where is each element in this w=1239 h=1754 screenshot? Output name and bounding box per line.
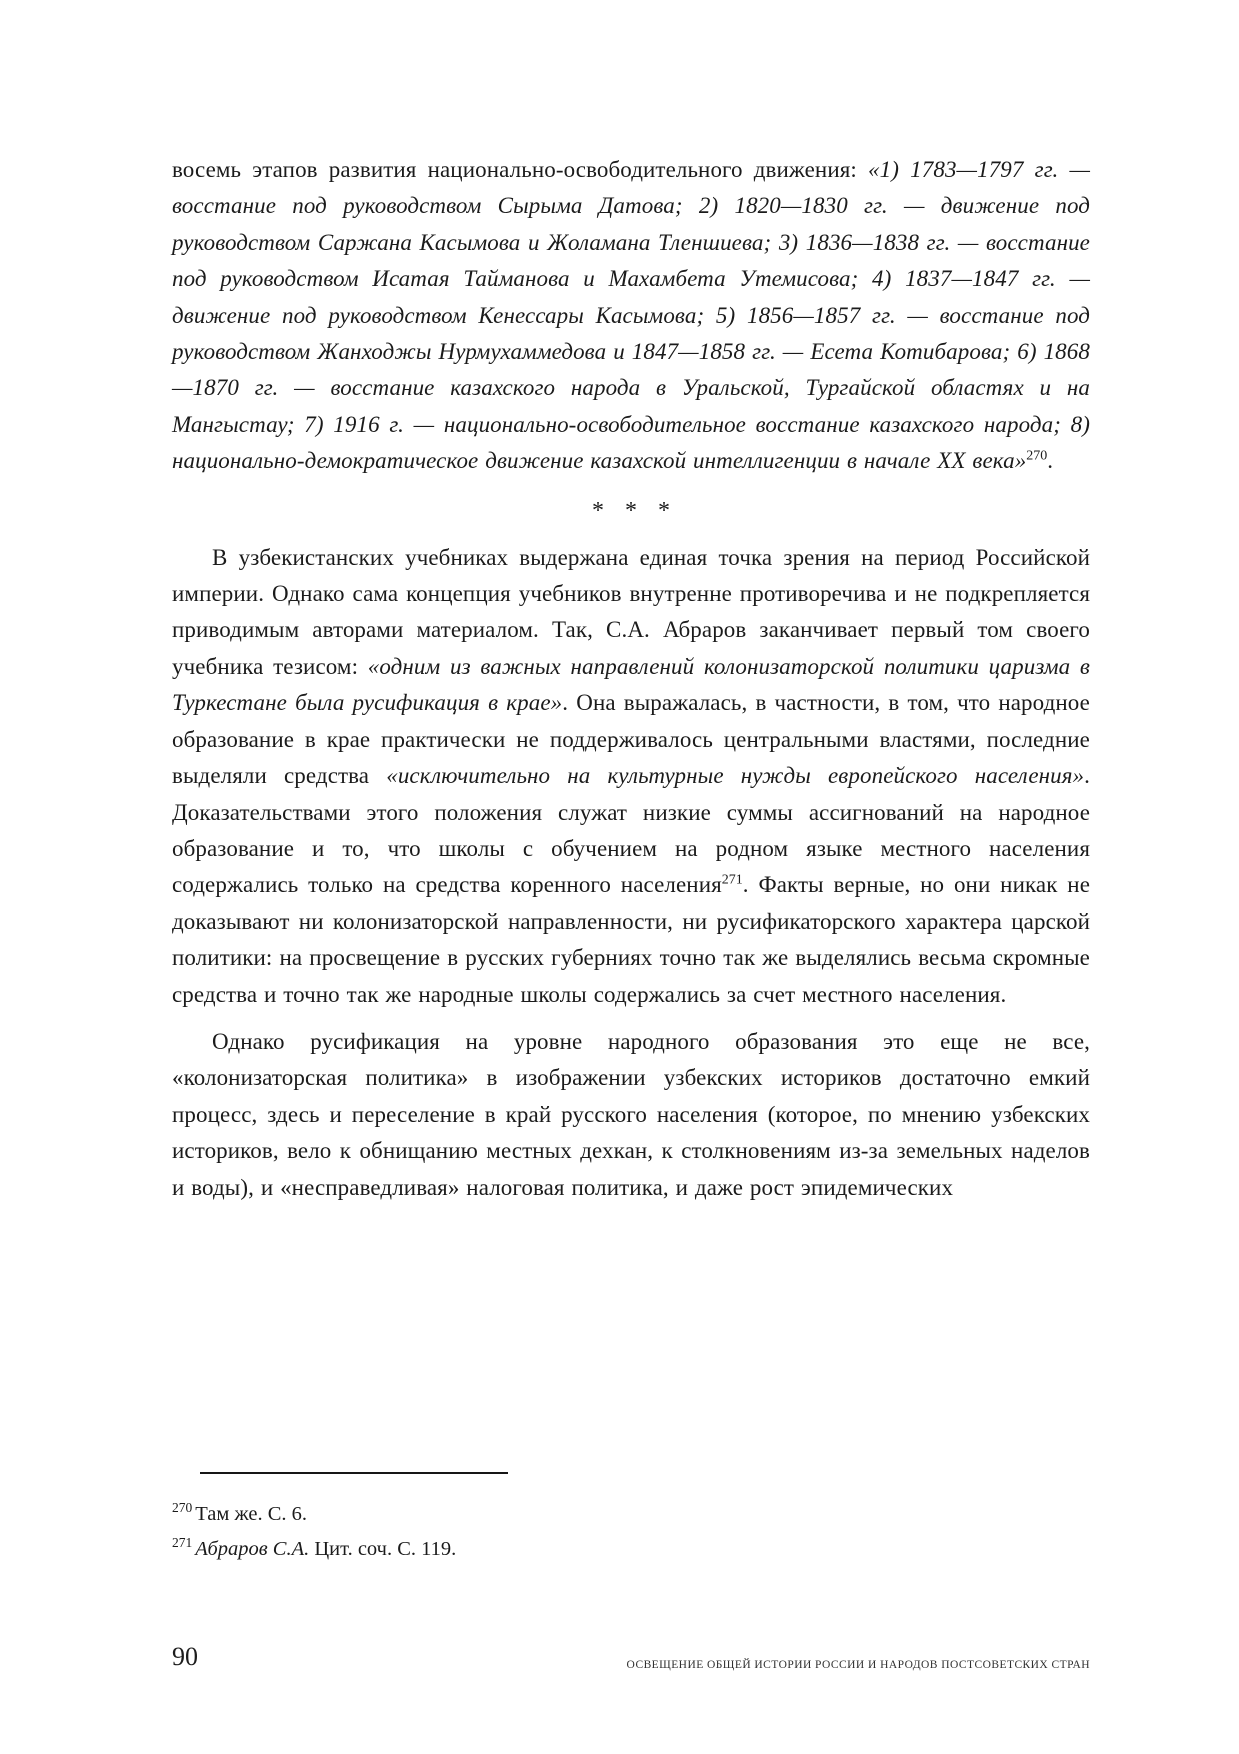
uzbek-quote-2: «исключительно на культурные нужды европейского населения» (386, 763, 1085, 789)
uzbek-text-2: . Она выражалась, в частности, в том, что народное образование в крае практически не поддерживалось центральными властями, последние выделяли средства (172, 690, 1090, 789)
footnote-271-author: Абраров С.А. (195, 1537, 310, 1560)
footnote-separator-line (200, 1472, 508, 1474)
running-footer: ОСВЕЩЕНИЕ ОБЩЕЙ ИСТОРИИ РОССИИ И НАРОДОВ ПОСТСОВЕТСКИХ СТРАН (626, 1659, 1090, 1671)
sentence-period: . (1047, 448, 1054, 474)
page-number: 90 (172, 1642, 198, 1671)
paragraph-quote-stages (172, 152, 1090, 480)
uzbek-text-4: . Факты верные, но они никак не доказывают ни колонизаторской направленности, ни русификаторского характера царской политики: на просвещение в русских губерниях точно так же выделялись весьма скромные средства и точно так же народные школы содержались за счет местного населения. (172, 872, 1091, 1007)
footnote-270-text: Там же. С. 6. (195, 1503, 307, 1525)
paragraph-uzbek-textbooks (172, 540, 1090, 1013)
section-separator: * * * (592, 497, 677, 524)
footnote-270-marker: 270 (172, 1500, 193, 1516)
footnotes-section (172, 1472, 1090, 1566)
footnote-271 (172, 1532, 1090, 1567)
paragraph-colonial-policy: Однако русификация на уровне народного образования это еще не все, «колонизаторская политика» в изображении узбекских историков достаточно емкий процесс, здесь и переселение в край русского населения (которое, по мнению узбекских историков, вело к обнищанию местных дехкан, к столкновениям из-за земельных наделов и воды), и «несправедливая» налоговая политика, и даже рост эпидемических (172, 1028, 1090, 1200)
quote-lead-text: восемь этапов развития национально-освободительного движения: (172, 157, 869, 182)
footnote-ref-270: 270 (1026, 448, 1048, 464)
footnote-270 (172, 1497, 1090, 1532)
footnote-271-marker: 271 (172, 1534, 193, 1550)
quoted-stages-text: «1) 1783—1797 гг. — восстание под руководством Сырыма Датова; 2) 1820—1830 гг. — движение под руководством Саржана Касымова и Жоламана Тленшиева; 3) 1836—1838 гг. — восстание под руководством Исатая Тайманова и Махамбета Утемисова; 4) 1837—1847 гг. — движение под руководством Кенессары Касымова; 5) 1856—1857 гг. — восстание под руководством Жанходжы Нурмухаммедова и 1847—1858 гг. — Есета Котибарова; 6) 1868—1870 гг. — восстание казахского народа в Уральской, Тургайской областях и на Мангыстау; 7) 1916 г. — национально-освободительное восстание казахского народа; 8) национально-демократическое движение казахской интеллигенции в начале XX века» (172, 157, 1090, 474)
uzbek-text-3: . Доказательствами этого положения служат низкие суммы ассигнований на народное образование и то, что школы с обучением на родном языке местного населения содержались только на средства коренного населения (172, 763, 1090, 898)
page-body (172, 152, 1090, 1206)
footnote-ref-271: 271 (721, 872, 743, 888)
footnote-271-text: Цит. соч. С. 119. (314, 1537, 457, 1560)
uzbek-quote-1: «одним из важных направлений колонизаторской политики царизма в Туркестане была русификация в крае» (172, 653, 1090, 716)
uzbek-text-1: В узбекистанских учебниках выдержана единая точка зрения на период Российской империи. Однако сама концепция учебников внутренне противоречива и не подкрепляется приводимым авторами материалом. Так, С.А. Абраров заканчивает первый том своего учебника тезисом: (172, 544, 1090, 679)
